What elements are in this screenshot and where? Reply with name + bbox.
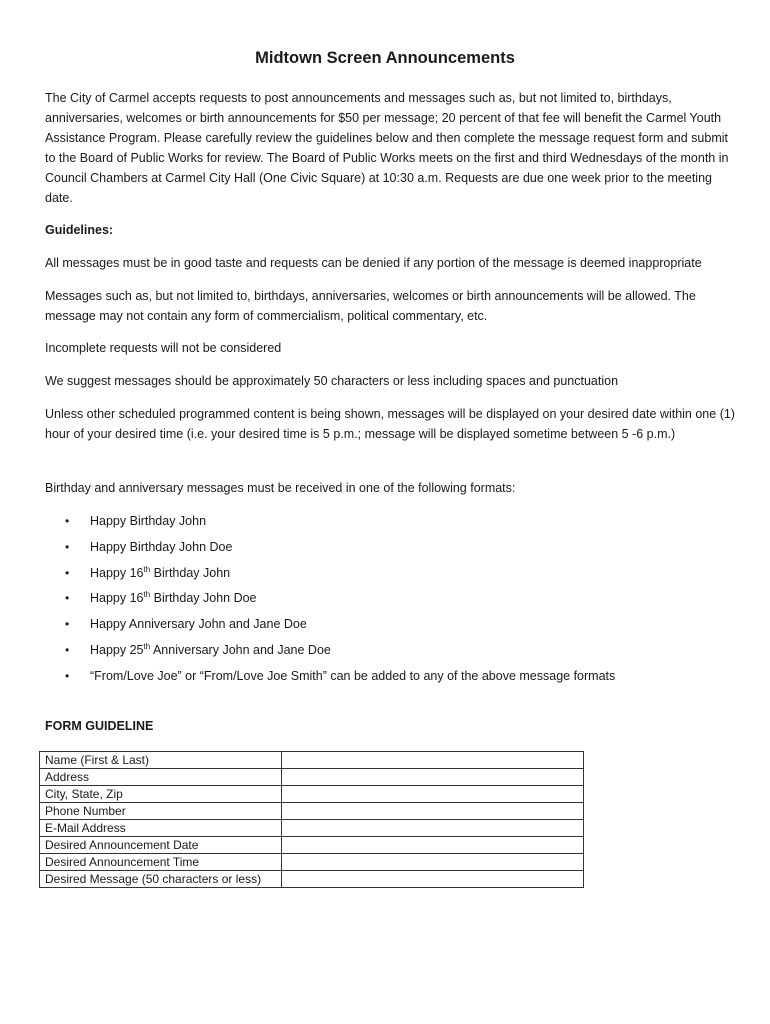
table-row <box>40 786 584 803</box>
page-title: Midtown Screen Announcements <box>255 49 515 67</box>
guideline-paragraph: All messages must be in good taste and requests can be denied if any portion of the message is deemed inappropriate <box>45 256 702 270</box>
list-item: • Happy Birthday John <box>45 511 735 537</box>
bullet-icon: • <box>65 539 70 554</box>
intro-paragraph: The City of Carmel accepts requests to post announcements and messages such as, but not limited to, birthdays, anniversaries, welcomes or birth announcements for $50 per message; 20 percent of that fee will benefit the Carmel Youth Assistance Program. Please carefully review the guidelines below and then complete the message request form and submit to the Board of Public Works for review. The Board of Public Works meets on the first and third Wednesdays of the month in Council Chambers at Carmel City Hall (One Civic Square) at 10:30 a.m. Requests are due one week prior to the meeting date. <box>45 91 729 205</box>
announcement-date-field[interactable] <box>282 837 584 854</box>
guideline-paragraph: Messages such as, but not limited to, birthdays, anniversaries, welcomes or birth announcements will be allowed. The message may not contain any form of commercialism, political commentary, etc. <box>45 289 696 323</box>
phone-field[interactable] <box>282 803 584 820</box>
table-row <box>40 837 584 854</box>
bullet-icon: • <box>65 514 70 528</box>
field-label: Address <box>40 769 282 786</box>
address-field[interactable] <box>282 769 584 786</box>
table-row <box>40 871 584 888</box>
field-label: Name (First & Last) <box>40 752 282 769</box>
guideline-paragraph: Birthday and anniversary messages must be received in one of the following formats: <box>45 481 516 495</box>
bullet-icon: • <box>65 668 70 683</box>
guideline-paragraph: We suggest messages should be approximately 50 characters or less including spaces and punctuation <box>45 374 619 388</box>
bullet-icon: • <box>65 642 70 657</box>
bullet-icon: • <box>65 617 70 632</box>
list-item: • Happy 25th Anniversary John and Jane Doe <box>45 640 735 666</box>
field-label: E-Mail Address <box>40 820 282 837</box>
bullet-icon: • <box>65 591 70 606</box>
request-form-table <box>39 751 584 888</box>
field-label: Phone Number <box>40 803 282 820</box>
bullet-icon: • <box>65 565 70 580</box>
table-row <box>40 769 584 786</box>
list-item: • Happy Anniversary John and Jane Doe <box>45 614 735 640</box>
list-item: • Happy Birthday John Doe <box>45 537 735 563</box>
city-state-zip-field[interactable] <box>282 786 584 803</box>
format-list <box>45 511 735 692</box>
field-label: City, State, Zip <box>40 786 282 803</box>
email-field[interactable] <box>282 820 584 837</box>
field-label: Desired Announcement Time <box>40 854 282 871</box>
message-field[interactable] <box>282 871 584 888</box>
announcement-time-field[interactable] <box>282 854 584 871</box>
guideline-paragraph: Unless other scheduled programmed content is being shown, messages will be displayed on your desired date within one (1) hour of your desired time (i.e. your desired time is 5 p.m.; message will be displayed sometime between 5 -6 p.m.) <box>45 407 735 441</box>
table-row <box>40 752 584 769</box>
form-heading: FORM GUIDELINE <box>45 719 154 733</box>
list-item: • Happy 16th Birthday John Doe <box>45 588 735 614</box>
name-field[interactable] <box>282 752 584 769</box>
table-row <box>40 854 584 871</box>
table-row <box>40 803 584 820</box>
table-row <box>40 820 584 837</box>
list-item: • Happy 16th Birthday John <box>45 563 735 589</box>
field-label: Desired Message (50 characters or less) <box>40 871 282 888</box>
field-label: Desired Announcement Date <box>40 837 282 854</box>
guideline-paragraph: Incomplete requests will not be considered <box>45 341 282 355</box>
guidelines-heading: Guidelines: <box>45 223 114 237</box>
list-item: • “From/Love Joe” or “From/Love Joe Smith” can be added to any of the above message formats <box>45 666 735 692</box>
